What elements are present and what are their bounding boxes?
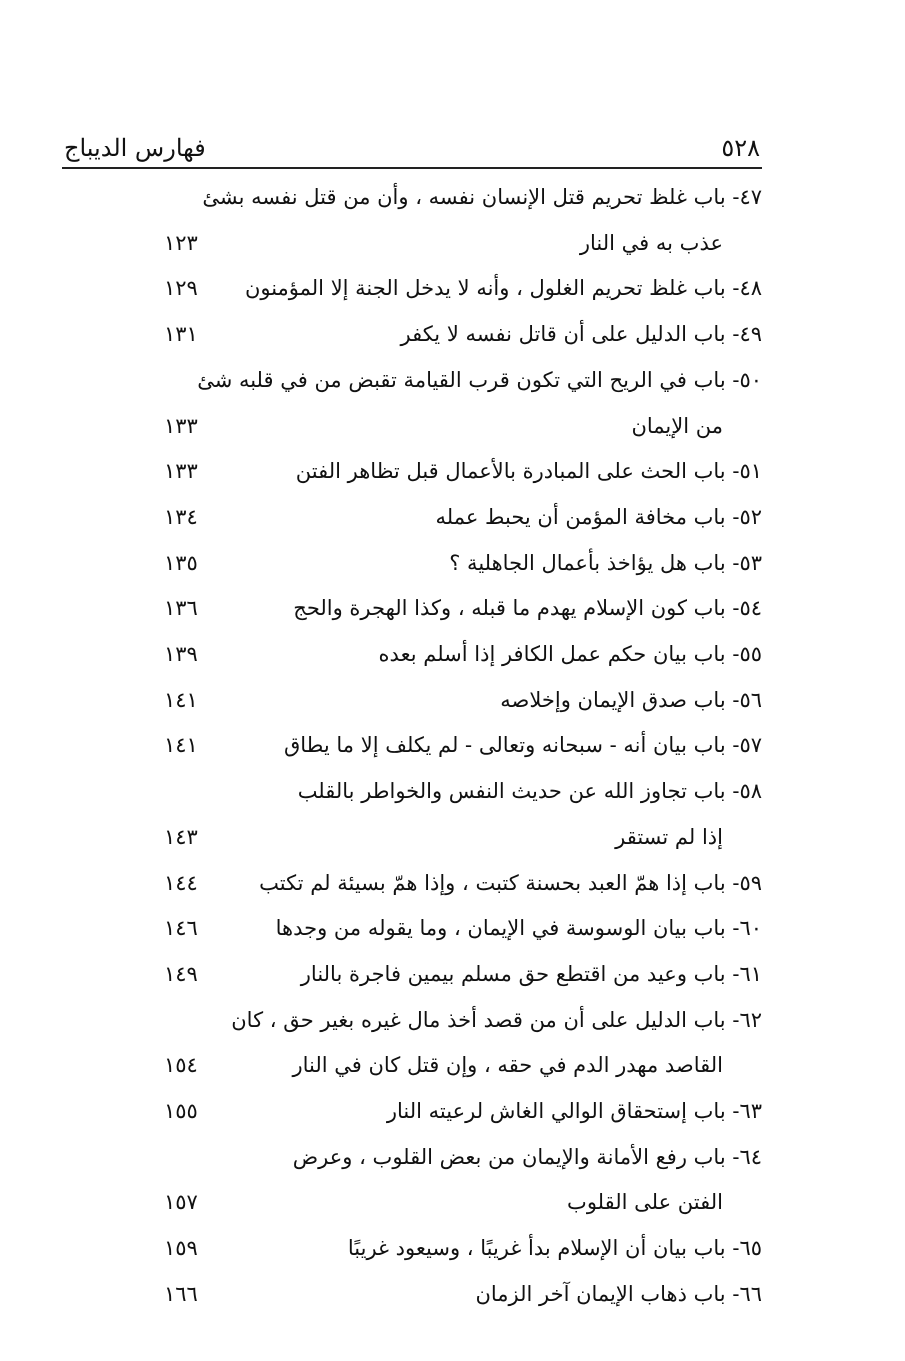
toc-entry-title: ٥٢- باب مخافة المؤمن أن يحبط عمله [435,505,762,529]
toc-entry [0,454,905,488]
toc-entry-continuation: إذا لم تستقر [615,825,723,849]
toc-entry-continuation: الفتن على القلوب [567,1190,723,1214]
toc-entry [0,363,905,397]
toc-entry [0,226,905,260]
toc-page-number: ١٥٤ [164,1053,198,1077]
toc-page-number: ١٤١ [164,733,198,757]
toc-entry-title: ٥٧- باب بيان أنه - سبحانه وتعالى - لم يكلف إلا ما يطاق [283,733,762,757]
toc-page-number: ١٢٣ [164,231,198,255]
toc-page-number: ١٣٥ [164,551,198,575]
toc-page-number: ١٣٤ [164,505,198,529]
toc-page-number: ١٣٦ [164,596,198,620]
toc-page-number: ١٥٥ [164,1099,198,1123]
toc-page-number: ١٣١ [164,322,198,346]
toc-entry-title: ٦١- باب وعيد من اقتطع حق مسلم بيمين فاجرة بالنار [300,962,762,986]
toc-entry [0,866,905,900]
toc-entry-title: ٥٥- باب بيان حكم عمل الكافر إذا أسلم بعده [378,642,762,666]
toc-entry [0,774,905,808]
toc-entry-continuation: من الإيمان [631,414,723,438]
toc-entry-title: ٦٦- باب ذهاب الإيمان آخر الزمان [475,1282,762,1306]
toc-entry [0,1048,905,1082]
toc-page-number: ١٤٦ [164,916,198,940]
toc-entry-continuation: عذب به في النار [579,231,723,255]
toc-page-number: ١٣٣ [164,414,198,438]
toc-entry [0,1140,905,1174]
toc-page-number: ١٥٩ [164,1236,198,1260]
toc-page-number: ١٣٩ [164,642,198,666]
toc-entry [0,1277,905,1311]
toc-entry [0,728,905,762]
toc-entry [0,911,905,945]
header-divider [62,167,762,169]
toc-entry [0,1231,905,1265]
toc-entry-title: ٦٤- باب رفع الأمانة والإيمان من بعض القلوب ، وعرض [292,1145,762,1169]
toc-entry-title: ٦٥- باب بيان أن الإسلام بدأ غريبًا ، وسيعود غريبًا [347,1236,762,1260]
toc-entry-title: ٥٨- باب تجاوز الله عن حديث النفس والخواطر بالقلب [297,779,762,803]
toc-page-number: ١٦٦ [164,1282,198,1306]
toc-entry-title: ٥٣- باب هل يؤاخذ بأعمال الجاهلية ؟ [449,551,762,575]
toc-entry [0,1185,905,1219]
toc-page-number: ١٤٩ [164,962,198,986]
toc-entry [0,500,905,534]
toc-entry [0,1003,905,1037]
toc-page-number: ١٤٣ [164,825,198,849]
toc-entry [0,637,905,671]
running-header-title: فهارس الديباج [64,134,206,162]
toc-entry-continuation: القاصد مهدر الدم في حقه ، وإن قتل كان في النار [292,1053,723,1077]
toc-entry-title: ٥٦- باب صدق الإيمان وإخلاصه [500,688,762,712]
toc-page-number: ١٣٣ [164,459,198,483]
page-number: ٥٢٨ [721,134,760,162]
toc-entry [0,1094,905,1128]
toc-entry-title: ٤٧- باب غلظ تحريم قتل الإنسان نفسه ، وأن من قتل نفسه بشئ [202,185,762,209]
toc-page-number: ١٤١ [164,688,198,712]
toc-entry [0,546,905,580]
toc-page-number: ١٤٤ [164,871,198,895]
toc-entry [0,957,905,991]
toc-entry [0,683,905,717]
toc-entry [0,180,905,214]
toc-entry-title: ٦٣- باب إستحقاق الوالي الغاش لرعيته النار [386,1099,762,1123]
toc-entry-title: ٤٩- باب الدليل على أن قاتل نفسه لا يكفر [400,322,762,346]
toc-entry-title: ٥١- باب الحث على المبادرة بالأعمال قبل تظاهر الفتن [295,459,762,483]
toc-entry [0,317,905,351]
toc-entry [0,591,905,625]
toc-page-number: ١٢٩ [164,276,198,300]
toc-entry-title: ٥٠- باب في الريح التي تكون قرب القيامة تقبض من في قلبه شئ [197,368,762,392]
toc-entry [0,820,905,854]
toc-page-number: ١٥٧ [164,1190,198,1214]
toc-entry [0,271,905,305]
toc-entry-title: ٥٩- باب إذا همّ العبد بحسنة كتبت ، وإذا همّ بسيئة لم تكتب [259,871,762,895]
toc-entry-title: ٥٤- باب كون الإسلام يهدم ما قبله ، وكذا الهجرة والحج [293,596,762,620]
toc-entry [0,409,905,443]
toc-entry-title: ٦٢- باب الدليل على أن من قصد أخذ مال غيره بغير حق ، كان [231,1008,762,1032]
toc-entry-title: ٤٨- باب غلظ تحريم الغلول ، وأنه لا يدخل الجنة إلا المؤمنون [244,276,762,300]
toc-entry-title: ٦٠- باب بيان الوسوسة في الإيمان ، وما يقوله من وجدها [275,916,762,940]
